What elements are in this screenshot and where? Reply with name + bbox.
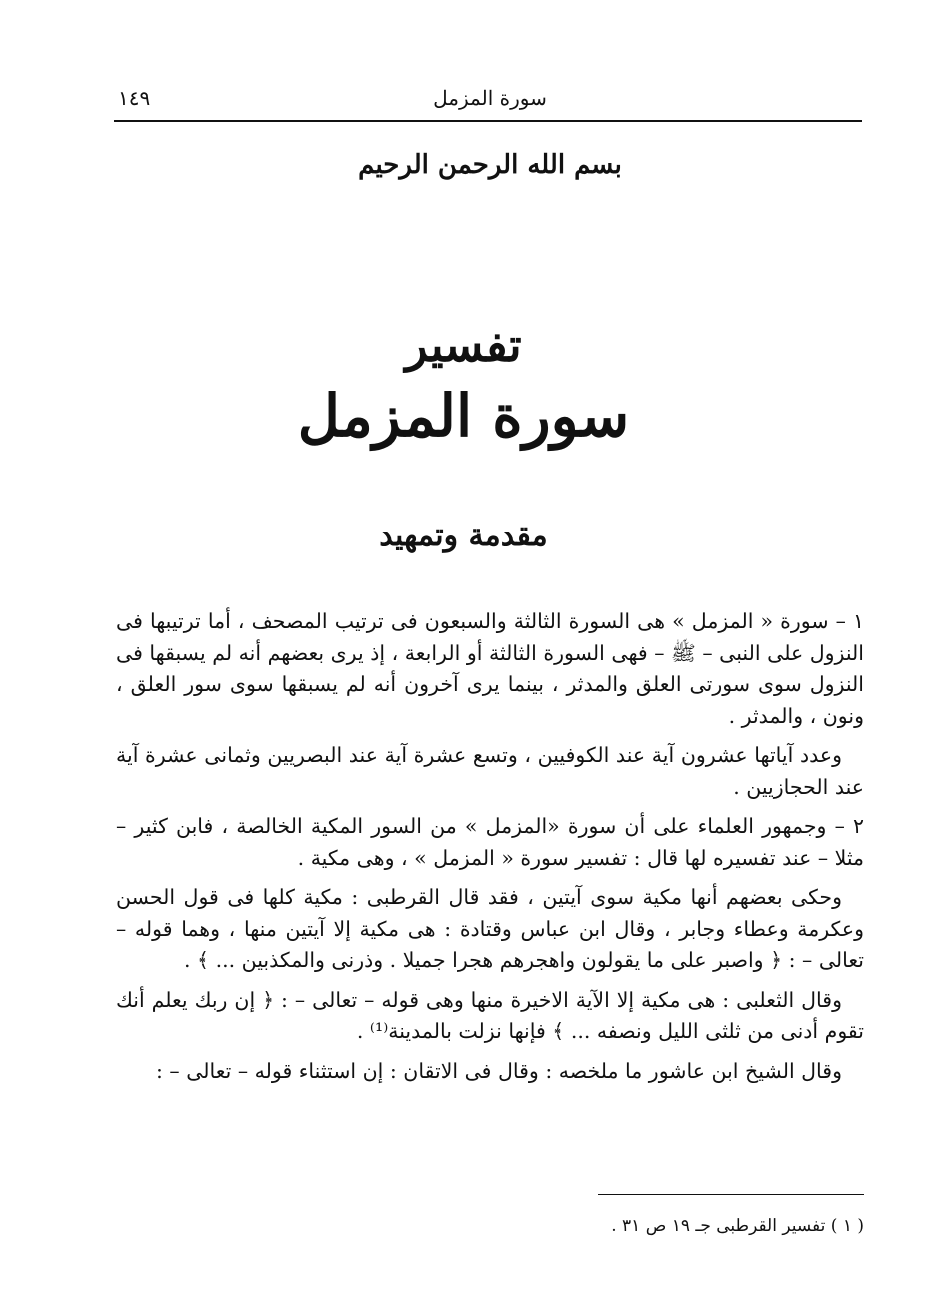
- footnote-divider: [598, 1194, 864, 1195]
- paragraph: وقال الشيخ ابن عاشور ما ملخصه : وقال فى الاتقان : إن استثناء قوله – تعالى – :: [156, 1058, 842, 1083]
- title-line-1: تفسير: [405, 318, 522, 372]
- header-divider: [114, 120, 862, 122]
- page-number: ١٤٩: [118, 86, 151, 110]
- paragraph: وعدد آياتها عشرون آية عند الكوفيين ، وتسع عشرة آية عند البصريين وثمانى عشرة آية عند الحجازيين .: [116, 743, 864, 799]
- basmala: بسم الله الرحمن الرحيم: [358, 150, 622, 180]
- section-heading: مقدمة وتمهيد: [379, 518, 548, 553]
- paragraph: ١ – سورة « المزمل » هى السورة الثالثة والسبعون فى ترتيب المصحف ، أما ترتيبها فى النزول على النبى – ﷺ – فهى السورة الثالثة أو الرابعة ، إذ يرى بعضهم أنه لم يسبقها فى النزول سوى سورتى العلق والمدثر ، بينما يرى آخرون أنه لم يسبقها سوى سور العلق ، ونون ، والمدثر .: [116, 609, 864, 728]
- paragraph: وحكى بعضهم أنها مكية سوى آيتين ، فقد قال القرطبى : مكية كلها فى قول الحسن وعكرمة وعطاء وجابر ، وقال ابن عباس وقتادة : هى مكية إلا آيتين منها ، وهما قوله – تعالى – : ﴿ واصبر على ما يقولون واهجرهم هجرا جميلا . وذرنى والمكذبين ... ﴾ .: [116, 885, 864, 972]
- paragraph: ٢ – وجمهور العلماء على أن سورة «المزمل » من السور المكية الخالصة ، فابن كثير – مثلا – عند تفسيره لها قال : تفسير سورة « المزمل » ، وهى مكية .: [116, 814, 864, 870]
- title-line-2: سورة المزمل: [297, 382, 630, 450]
- running-title: سورة المزمل: [433, 86, 547, 110]
- body-text: [116, 606, 864, 1095]
- footnote: ( ١ ) تفسير القرطبى جـ ١٩ ص ٣١ .: [611, 1216, 864, 1236]
- paragraph: وقال الثعلبى : هى مكية إلا الآية الاخيرة منها وهى قوله – تعالى – : ﴿ إن ربك يعلم أنك تقوم أدنى من ثلثى الليل ونصفه ... ﴾ فإنها نزلت بالمدينة⁽¹⁾ .: [116, 987, 864, 1043]
- page-header: [118, 86, 862, 116]
